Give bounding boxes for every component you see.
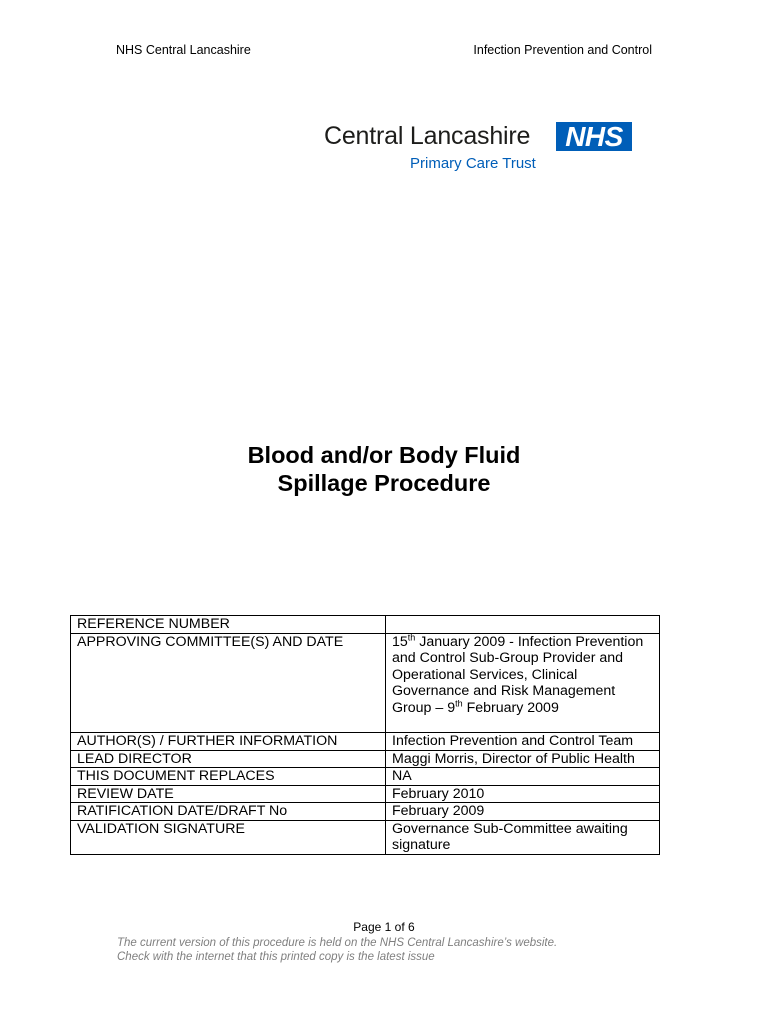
table-row (71, 785, 660, 803)
table-row (71, 820, 660, 854)
row-value: February 2009 (386, 803, 660, 821)
table-row (71, 768, 660, 786)
table-row (71, 750, 660, 768)
page-number: Page 1 of 6 (353, 920, 415, 934)
row-label: REVIEW DATE (71, 785, 386, 803)
document-title (0, 441, 768, 497)
row-label: LEAD DIRECTOR (71, 750, 386, 768)
row-label: APPROVING COMMITTEE(S) AND DATE (71, 633, 386, 733)
table-row (71, 803, 660, 821)
row-label: AUTHOR(S) / FURTHER INFORMATION (71, 733, 386, 751)
logo-organisation-name: Central Lancashire (324, 122, 531, 150)
running-header-left: NHS Central Lancashire (116, 43, 251, 57)
row-value (386, 616, 660, 634)
running-header-right: Infection Prevention and Control (473, 43, 652, 57)
row-value: February 2010 (386, 785, 660, 803)
row-label: VALIDATION SIGNATURE (71, 820, 386, 854)
footer-line-1: The current version of this procedure is held on the NHS Central Lancashire’s website. (117, 937, 558, 949)
logo-subtitle: Primary Care Trust (410, 155, 536, 172)
row-value: NA (386, 768, 660, 786)
row-value: Maggi Morris, Director of Public Health (386, 750, 660, 768)
footer-line-2: Check with the internet that this printed copy is the latest issue (117, 951, 435, 963)
title-line-1: Blood and/or Body Fluid (247, 442, 521, 468)
table-row (71, 633, 660, 733)
footer-note (117, 936, 557, 964)
row-label: RATIFICATION DATE/DRAFT No (71, 803, 386, 821)
table-row (71, 616, 660, 634)
nhs-logo (322, 117, 634, 173)
title-line-2: Spillage Procedure (277, 470, 491, 496)
row-value: Governance Sub-Committee awaiting signature (386, 820, 660, 854)
row-value: 15th January 2009 - Infection Prevention and Control Sub-Group Provider and Operational Services, Clinical Governance and Risk Management Group – 9th February 2009 (386, 633, 660, 733)
row-value: Infection Prevention and Control Team (386, 733, 660, 751)
row-label: REFERENCE NUMBER (71, 616, 386, 634)
nhs-badge: NHS (556, 122, 632, 151)
row-label: THIS DOCUMENT REPLACES (71, 768, 386, 786)
document-control-table (70, 615, 660, 855)
table-row (71, 733, 660, 751)
